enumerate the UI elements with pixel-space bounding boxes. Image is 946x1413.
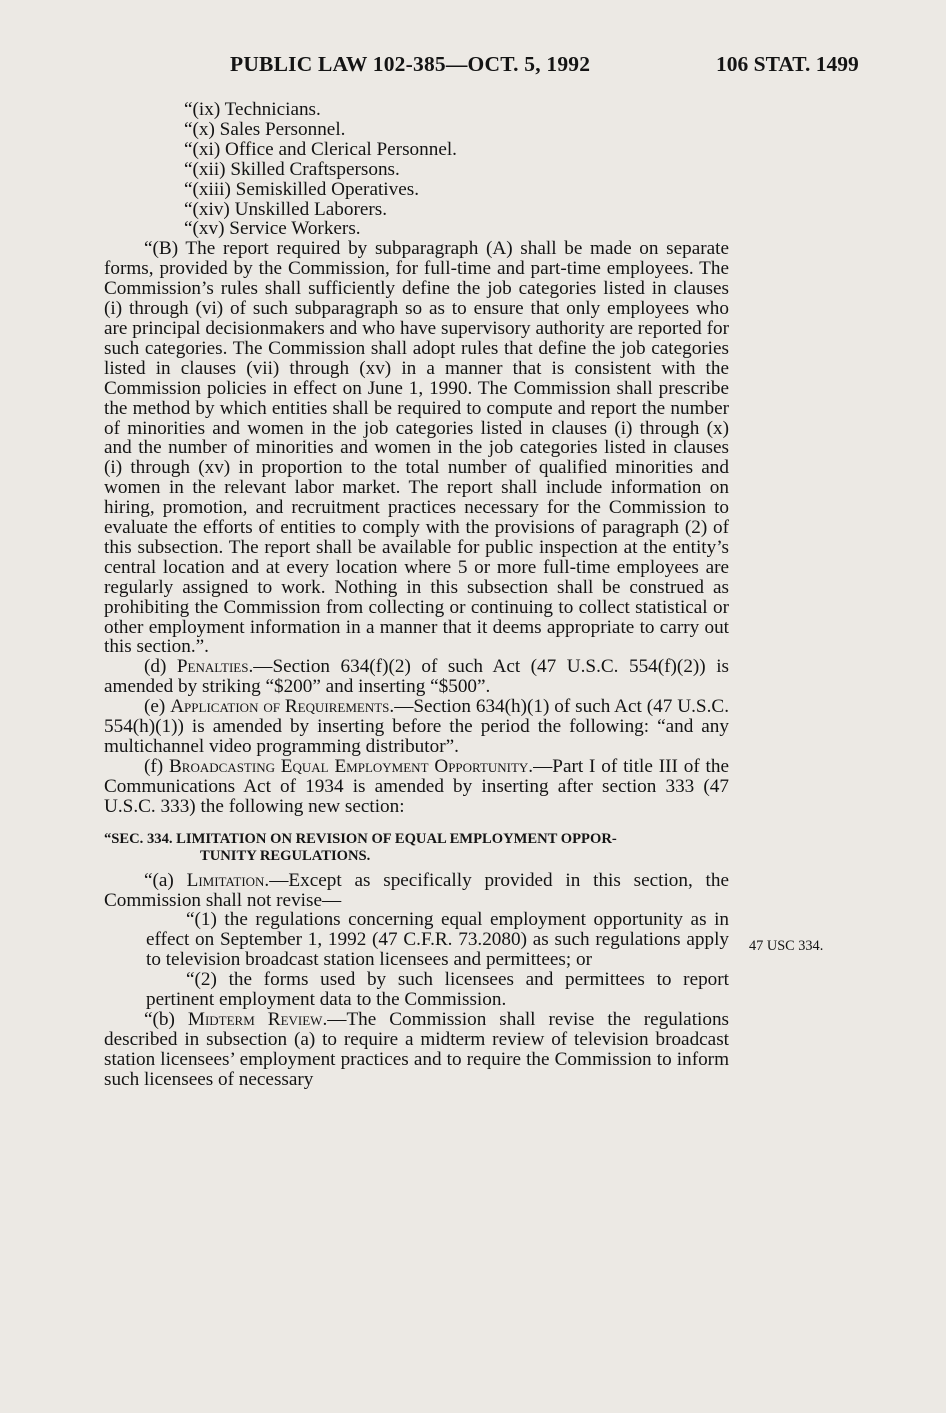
stat-page-number: 106 STAT. 1499 (716, 52, 859, 76)
paragraph-f-label: (f) (144, 755, 169, 777)
job-category-xii: “(xii) Skilled Craftspersons. (184, 158, 400, 180)
subsection-a-label: “(a) (144, 869, 187, 891)
subsection-b-midterm-review (104, 1010, 729, 1090)
paragraph-e-label: (e) (144, 696, 171, 718)
clause-a1-regulations: “(1) the regulations concerning equal employment opportunity as in effect on September 1, 1992 (47 C.F.R. 73.2080) as such regulations apply to television broadcast station licensees and permittees; or (146, 909, 729, 971)
paragraph-d-penalties (104, 657, 729, 697)
job-category-xiii: “(xiii) Semiskilled Operatives. (184, 178, 419, 200)
section-334-heading-line1: “SEC. 334. LIMITATION ON REVISION OF EQUAL EMPLOYMENT OPPOR- (104, 830, 617, 847)
paragraph-f-text: —Part I of title III of the Communications Act of 1934 is amended by inserting after section 333 (47 U.S.C. 333) the following new section: (104, 755, 729, 817)
job-category-ix: “(ix) Technicians. (184, 99, 321, 120)
subsection-a-heading: Limitation. (186, 869, 270, 891)
body-text (104, 100, 729, 1090)
paragraph-f-broadcasting (104, 757, 729, 817)
subsection-a-text: —Except as specifically provided in this section, the Commission shall not revise— (104, 869, 729, 911)
paragraph-f-heading: Broadcasting Equal Employment Opportunity. (169, 755, 534, 777)
running-head: PUBLIC LAW 102-385—OCT. 5, 1992 (230, 52, 591, 76)
subsection-a-clauses (104, 910, 729, 1010)
paragraph-e-application (104, 697, 729, 757)
paragraph-e-heading: Application of Requirements. (170, 696, 395, 718)
page-header (0, 52, 946, 84)
paragraph-d-text: —Section 634(f)(2) of such Act (47 U.S.C. 554(f)(2)) is amended by striking “$200” and inserting “$500”. (104, 656, 730, 698)
clause-a2-forms: “(2) the forms used by such licensees and permittees to report pertinent employment data to the Commission. (146, 969, 729, 1011)
section-334-heading-line2: TUNITY REGULATIONS. (200, 847, 371, 864)
usc-margin-note: 47 USC 334. (749, 938, 824, 954)
subsection-b-text: —The Commission shall revise the regulations described in subsection (a) to require a midterm review of television broadcast station licensees’ employment practices and to require the Commission to inform such licensees of necessary (104, 1008, 730, 1090)
paragraph-d-label: (d) (144, 656, 177, 678)
subsection-b-label: “(b) (144, 1008, 188, 1030)
job-category-x: “(x) Sales Personnel. (184, 118, 346, 140)
section-334-heading (104, 831, 729, 865)
paragraph-e-text: —Section 634(h)(1) of such Act (47 U.S.C. 554(h)(1)) is amended by inserting before the period the following: “and any multichannel video programming distributor”. (104, 696, 729, 757)
job-category-xv: “(xv) Service Workers. (184, 218, 361, 240)
job-category-xiv: “(xiv) Unskilled Laborers. (184, 198, 388, 220)
subsection-a-limitation (104, 871, 729, 911)
paragraph-b-report: “(B) The report required by subparagraph (A) shall be made on separate forms, provided by the Commission, for full-time and part-time employees. The Commission’s rules shall sufficiently define the job categories listed in clauses (i) through (vi) of such subparagraph so as to ensure that only employees who are principal decisionmakers and who have supervisory authority are reported for such categories. The Commission shall adopt rules that define the job categories listed in clauses (vii) through (xv) in a manner that is consistent with the Commission policies in effect on June 1, 1990. The Commission shall prescribe the method by which entities shall be required to compute and report the number of minorities and women in the job categories listed in clauses (i) through (x) and the number of minorities and women in the job categories listed in clauses (i) through (xv) in proportion to the total number of qualified minorities and women in the relevant labor market. The report shall include information on hiring, promotion, and recruitment practices necessary for the Commission to evaluate the efforts of entities to comply with the provisions of paragraph (2) of this subsection. The report shall be available for public inspection at the entity’s central location and at every location where 5 or more full-time employees are regularly assigned to work. Nothing in this subsection shall be construed as prohibiting the Commission from collecting or continuing to collect statistical or other employment information in a manner that it deems appropriate to carry out this section.”. (104, 238, 729, 658)
paragraph-d-heading: Penalties. (176, 656, 254, 678)
subsection-b-heading: Midterm Review. (187, 1008, 328, 1030)
job-category-xi: “(xi) Office and Clerical Personnel. (184, 138, 457, 160)
